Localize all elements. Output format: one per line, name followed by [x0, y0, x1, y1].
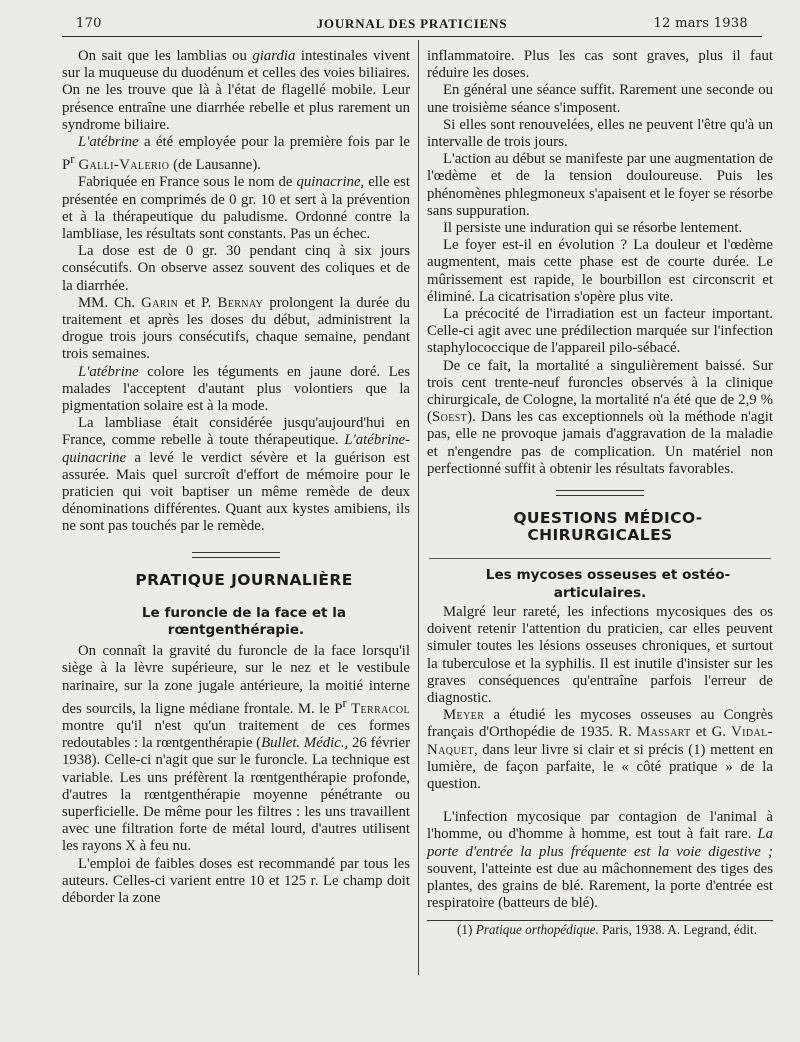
paragraph-infection-contagion: L'infection mycosique par contagion de l'animal à l'homme, ou d'homme à homme, est tout à fait rare. La porte d'entrée la plus fréquente est la voie digestive ; souvent, l'atteinte est due au mâchonnement des tiges des plantes, des grains de blé. Rarement, la porte d'entrée est respiratoire (batteurs de blé). [427, 809, 773, 912]
paragraph-dose: La dose est de 0 gr. 30 pendant cinq à six jours consécutifs. On observe assez souvent des coliques et de la diarrhée. [62, 243, 410, 294]
page-header [62, 14, 762, 37]
paragraph-foyer-evolution: Le foyer est-il en évolution ? La douleur et l'œdème augmentent, mais cette phase est de courte durée. Le mûrissement est rapide, le bourbillon est circonscrit et éliminé. La cicatrisation s'opère plus vite. [427, 237, 773, 305]
right-column [427, 48, 773, 939]
author-name: Galli-Valerio [74, 157, 170, 174]
paragraph-induration: Il persiste une induration qui se résorbe lentement. [443, 220, 743, 237]
paragraph-lambliase: La lambliase était considérée jusqu'aujourd'hui en France, comme rebelle à toute thérapeutique. L'atébrine-quinacrine a levé le verdict sévère et la guérison est assurée. Mais quel surcroît d'effort de mémoire pour le praticien qui voit baptiser un même remède de deux dénominations différentes. Quant aux kystes amibiens, ils ne sont pas touchés par le remède. [62, 415, 410, 535]
article-title-furoncle: Le furoncle de la face et la rœntgenthérapie. [141, 604, 347, 639]
italic-term: giardia [252, 48, 296, 64]
paragraph-action-debut: L'action au début se manifeste par une augmentation de l'œdème et de la tension douloureuse. Puis les phénomènes phlegmoneux s'apaisent et le foyer se résorbe sans suppuration. [427, 151, 773, 219]
page-number: 170 [76, 16, 102, 31]
paragraph-renouvelees: Si elles sont renouvelées, elles ne peuvent l'être qu'à un intervalle de trois jours. [427, 116, 773, 151]
section-title-questions: QUESTIONS MÉDICO-CHIRURGICALES [513, 509, 703, 545]
paragraph-lamblias: On sait que les lamblias ou giardia intestinales vivent sur la muqueuse du duodénum et celles des voies biliaires. On ne les trouve que là à l'état de flagellé mobile. Leur présence entraîne une diarrhée rebelle et plus rarement un syndrome biliaire. [62, 48, 410, 133]
paragraph-pigmentation: L'atébrine colore les téguments en jaune doré. Les malades l'acceptent d'autant plus volontiers que la pigmentation solaire est à la mode. [62, 363, 410, 414]
paragraph-precocite: La précocité de l'irradiation est un facteur important. Celle-ci agit avec une prédilection marquée sur l'infection staphylococcique de l'appareil pilo-sébacé. [427, 306, 773, 357]
paragraph-garin-bernay: MM. Ch. Garin et P. Bernay prolongent la durée du traitement et après les doses du début, administrent la drogue trois jours consécutifs, chaque semaine, pendant trois semaines. [62, 294, 410, 363]
paragraph-faibles-doses: L'emploi de faibles doses est recommandé par tous les auteurs. Celles-ci varient entre 10 et 125 r. Le champ doit déborder la zone [62, 855, 410, 906]
paragraph-inflammatoire: inflammatoire. Plus les cas sont graves, plus il faut réduire les doses. [427, 48, 773, 82]
paragraph-meyer: Meyer a étudié les mycoses osseuses au Congrès français d'Orthopédie de 1935. R. Massart et G. Vidal-Naquet, dans leur livre si clair et si précis (1) mettent en lumière, de façon parfaite, le « côté pratique » de la question. [427, 707, 773, 792]
issue-date: 12 mars 1938 [653, 16, 748, 31]
article-title-mycoses: Les mycoses osseuses et ostéo-articulaires. [485, 567, 731, 601]
paragraph-mortalite: De ce fait, la mortalité a singulièrement baissé. Sur trois cent trente-neuf furoncles observés à la clinique chirurgicale, de Cologne, la mortalité n'a été que de 2,9 % (Soest). Dans les cas exceptionnels où la méthode n'agit pas, elle ne provoque jamais d'aggravation de la maladie et n'engendre pas de complication. Un matériel non perfectionné suffit à obtenir les résultats favorables. [427, 357, 773, 477]
left-column [62, 48, 410, 907]
column-divider [418, 40, 419, 975]
section-title-pratique: PRATIQUE JOURNALIÈRE [135, 570, 353, 589]
journal-title: JOURNAL DES PRATICIENS [316, 16, 508, 31]
paragraph-seance: En général une séance suffit. Rarement une seconde ou une troisième séance s'imposent. [427, 82, 773, 116]
paragraph-quinacrine: Fabriquée en France sous le nom de quinacrine, elle est présentée en comprimés de 0 gr. 10 et sert à la prévention et à la thérapeutique du paludisme. Ordonné contre la lambliase, les résultats sont constants. Pas un échec. [62, 174, 410, 242]
paragraph-furoncle-gravite: On connaît la gravité du furoncle de la face lorsqu'il siège à la lèvre supérieure, sur le nez et le vestibule narinaire, sur la zone jugale antérieure, la moitié interne des sourcils, la ligne médiane frontale. M. le $P^r$ Terracol montre qu'il n'est qu'un traitement de ces formes redoutables : la rœntgenthérapie (Bullet. Médic., 26 février 1938). Celle-ci n'agit que sur le furoncle. La technique est variable. Les uns préfèrent la rœntgenthérapie profonde, d'autres la rœntgenthérapie moyenne pénétrante ou superficielle. De même pour les filtres : les uns travaillent avec une filtration forte de métal lourd, d'autres utilisent les rayons X à feu nu. [62, 643, 411, 855]
footnote: (1) Pratique orthopédique. Paris, 1938. A. Legrand, édit. [457, 922, 757, 938]
paragraph-atebrine-first: L'atébrine a été employée pour la première fois par le $P^r$ Galli-Valerio (de Lausanne). [62, 134, 410, 174]
paragraph-mycoses-rarete: Malgré leur rareté, les infections mycosiques des os doivent retenir l'attention du praticien, car elles peuvent simuler toutes les lésions osseuses chroniques, et surtout la tuberculose et la syphilis. Il est inutile d'insister sur les graves conséquences qu'entraîne parfois l'erreur de diagnostic. [427, 603, 773, 706]
